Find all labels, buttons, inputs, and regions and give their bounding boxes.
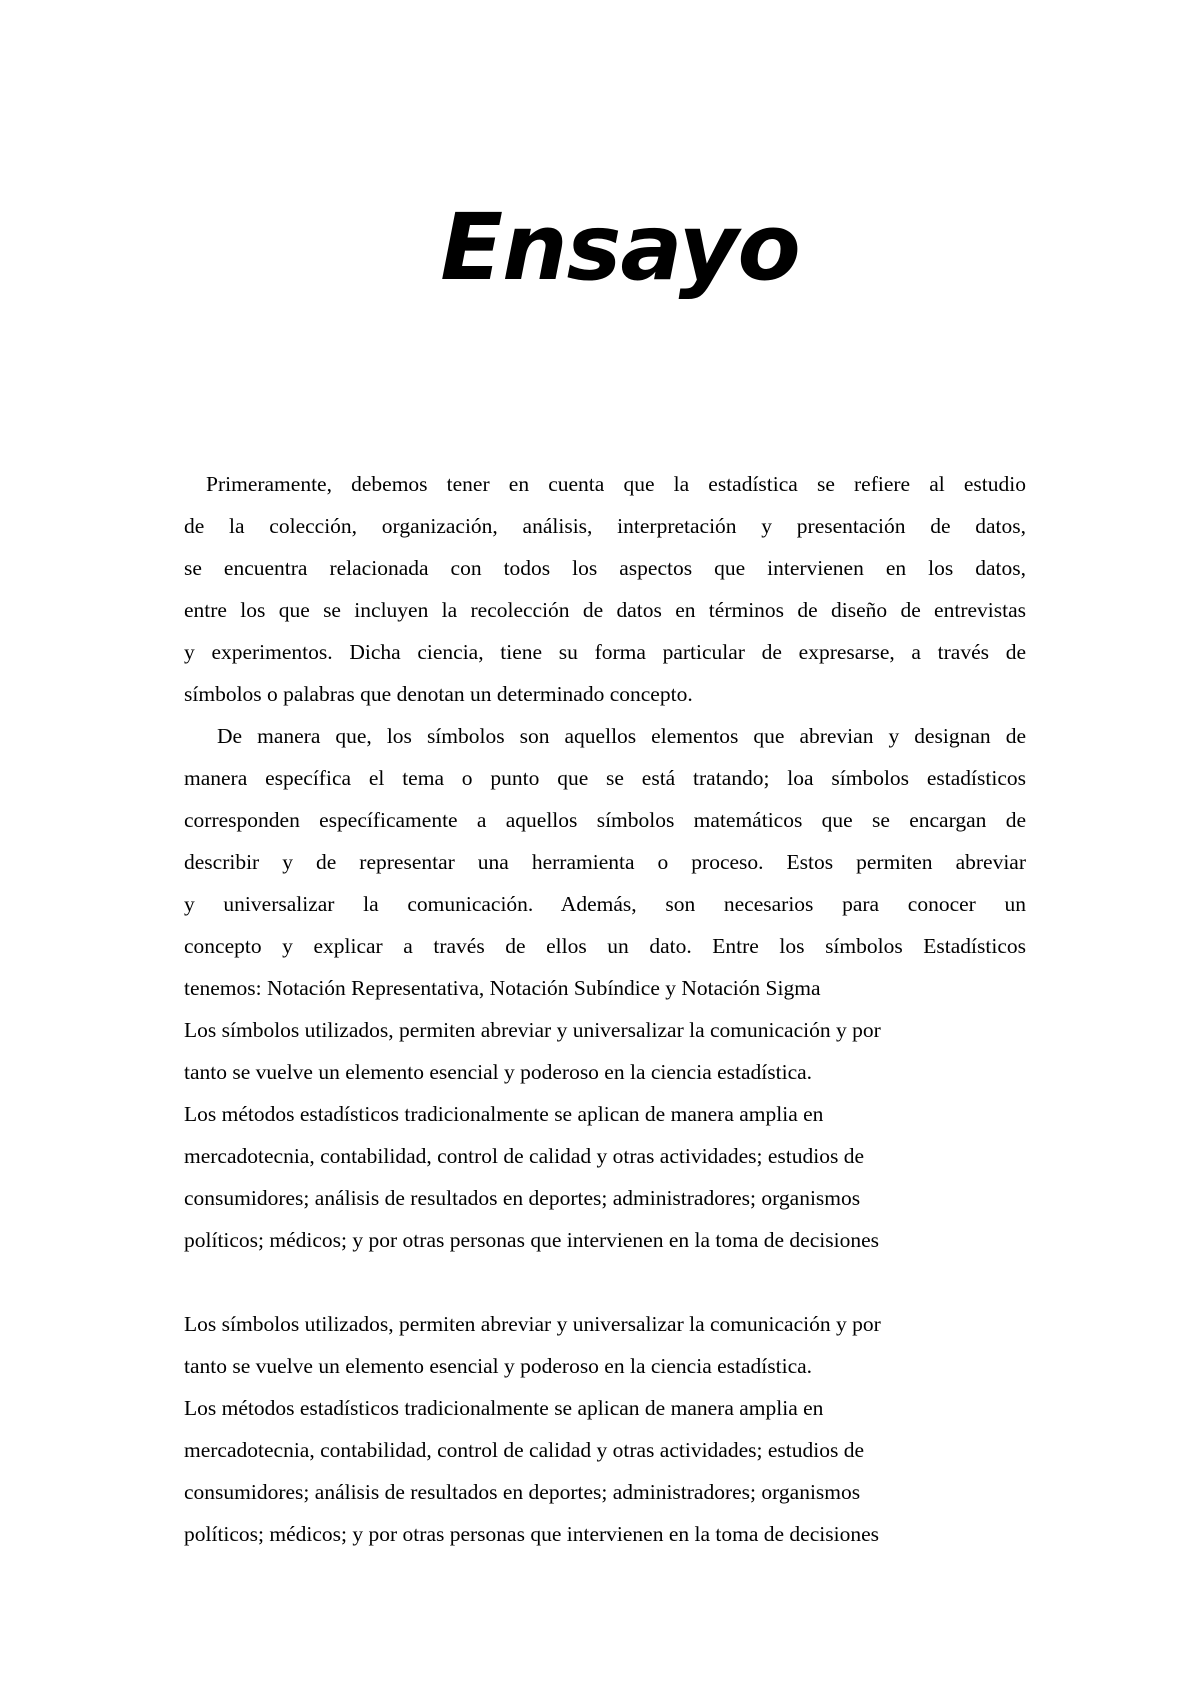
text-line: De manera que, los símbolos son aquellos elementos que abrevian y designan de: [217, 724, 1026, 748]
blank-line: [184, 1261, 1026, 1303]
document-title: Ensayo: [440, 194, 800, 301]
text-line: mercadotecnia, contabilidad, control de calidad y otras actividades; estudios de: [184, 1144, 864, 1168]
text-line: Los métodos estadísticos tradicionalmente se aplican de manera amplia en: [184, 1396, 824, 1420]
text-line: de la colección, organización, análisis, interpretación y presentación de datos,: [184, 514, 1026, 538]
text-line: mercadotecnia, contabilidad, control de calidad y otras actividades; estudios de: [184, 1438, 864, 1462]
document-body: [184, 463, 1026, 1555]
text-line: Primeramente, debemos tener en cuenta que la estadística se refiere al estudio: [206, 472, 1026, 496]
text-line: describir y de representar una herramienta o proceso. Estos permiten abreviar: [184, 850, 1026, 874]
text-line: Los símbolos utilizados, permiten abreviar y universalizar la comunicación y por: [184, 1312, 881, 1336]
text-line: concepto y explicar a través de ellos un dato. Entre los símbolos Estadísticos: [184, 934, 1026, 958]
text-line: se encuentra relacionada con todos los aspectos que intervienen en los datos,: [184, 556, 1026, 580]
text-line: tanto se vuelve un elemento esencial y poderoso en la ciencia estadística.: [184, 1060, 813, 1084]
text-line: consumidores; análisis de resultados en deportes; administradores; organismos: [184, 1480, 861, 1504]
text-line: y universalizar la comunicación. Además, son necesarios para conocer un: [184, 892, 1026, 916]
text-line: manera específica el tema o punto que se está tratando; loa símbolos estadísticos: [184, 766, 1026, 790]
text-line: Los símbolos utilizados, permiten abreviar y universalizar la comunicación y por: [184, 1018, 881, 1042]
text-line: símbolos o palabras que denotan un determinado concepto.: [184, 682, 693, 706]
text-line: corresponden específicamente a aquellos símbolos matemáticos que se encargan de: [184, 808, 1026, 832]
text-line: tenemos: Notación Representativa, Notación Subíndice y Notación Sigma: [184, 976, 821, 1000]
text-line: entre los que se incluyen la recolección de datos en términos de diseño de entrevistas: [184, 598, 1026, 622]
text-line: consumidores; análisis de resultados en deportes; administradores; organismos: [184, 1186, 861, 1210]
text-line: Los métodos estadísticos tradicionalmente se aplican de manera amplia en: [184, 1102, 824, 1126]
text-line: tanto se vuelve un elemento esencial y poderoso en la ciencia estadística.: [184, 1354, 813, 1378]
text-line: y experimentos. Dicha ciencia, tiene su forma particular de expresarse, a través de: [184, 640, 1026, 664]
text-line: políticos; médicos; y por otras personas que intervienen en la toma de decisiones: [184, 1228, 879, 1252]
text-line: políticos; médicos; y por otras personas que intervienen en la toma de decisiones: [184, 1522, 879, 1546]
